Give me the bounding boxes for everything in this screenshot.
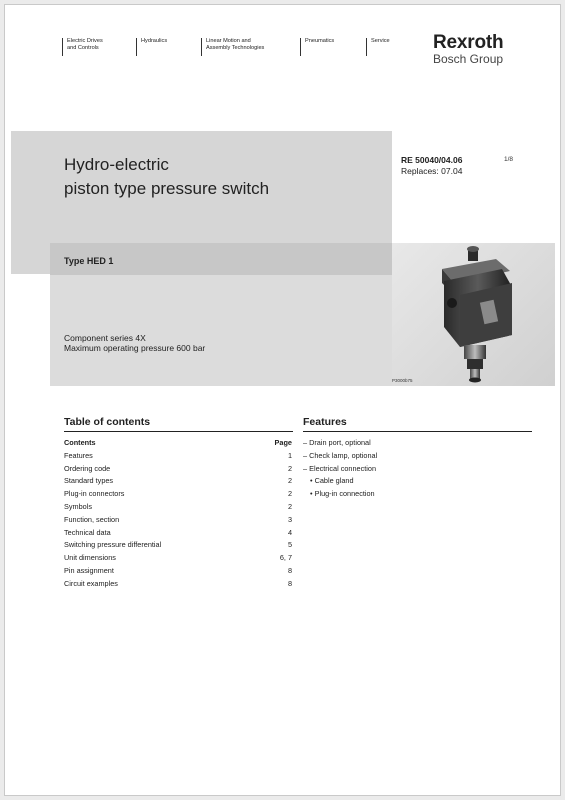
toc-page: 2: [287, 489, 292, 499]
toc-row[interactable]: [64, 539, 292, 552]
toc-page: 2: [287, 476, 292, 486]
toc-page: 8: [287, 565, 292, 575]
toc-heading: Table of contents: [64, 416, 151, 428]
feature-subitem: • Plug-in connection: [310, 489, 375, 499]
toc-header-row: [64, 437, 292, 450]
toc-page: 1: [287, 450, 292, 460]
nav-label-line1: Pneumatics: [305, 38, 335, 44]
nav-label-line1: Service: [371, 38, 390, 44]
toc-table: [64, 437, 292, 591]
features-heading: Features: [303, 416, 347, 428]
toc-page: 6, 7: [279, 553, 292, 563]
nav-hydraulics[interactable]: [136, 38, 167, 56]
nav-linear-motion[interactable]: [201, 38, 264, 56]
toc-label: Symbols: [64, 501, 92, 511]
page-title: [64, 153, 269, 201]
toc-page: 2: [287, 501, 292, 511]
brand-name: Rexroth: [433, 32, 504, 53]
document-reference: [401, 155, 462, 177]
toc-label: Circuit examples: [64, 578, 118, 588]
toc-page: 4: [287, 527, 292, 537]
toc-row[interactable]: [64, 514, 292, 527]
toc-page: 5: [287, 540, 292, 550]
toc-row[interactable]: [64, 463, 292, 476]
feature-item: – Electrical connection: [303, 463, 377, 473]
toc-page: 8: [287, 578, 292, 588]
toc-col-page: Page: [274, 438, 292, 447]
feature-item: – Check lamp, optional: [303, 450, 378, 460]
component-series: Component series 4X: [64, 333, 146, 343]
nav-label-line1: Linear Motion and: [206, 38, 251, 44]
brand-logo: [433, 33, 503, 66]
title-line-1: Hydro-electric: [64, 155, 169, 174]
feature-subitem: • Cable gland: [310, 476, 354, 486]
toc-label: Plug-in connectors: [64, 489, 125, 499]
toc-col-contents: Contents: [64, 438, 96, 447]
toc-label: Standard types: [64, 476, 114, 486]
toc-page: 3: [287, 514, 292, 524]
photo-id: P3000b75: [392, 378, 413, 383]
features-rule: [303, 431, 532, 432]
toc-page: 2: [287, 463, 292, 473]
feature-item: – Drain port, optional: [303, 438, 371, 447]
toc-row[interactable]: [64, 475, 292, 488]
nav-label-line1: Hydraulics: [141, 38, 168, 44]
nav-label-line1: Electric Drives: [67, 38, 103, 44]
replaces-text: Replaces: 07.04: [401, 166, 463, 176]
title-line-2: piston type pressure switch: [64, 179, 270, 198]
toc-row[interactable]: [64, 578, 292, 591]
document-number: RE 50040/04.06: [401, 155, 463, 165]
page-count: 1/8: [504, 156, 514, 163]
toc-row[interactable]: [64, 450, 292, 463]
toc-rule: [64, 431, 293, 432]
toc-row[interactable]: [64, 488, 292, 501]
product-photo: [392, 243, 555, 386]
document-page: [4, 4, 561, 796]
nav-service[interactable]: [366, 38, 390, 56]
max-pressure: Maximum operating pressure 600 bar: [64, 343, 206, 353]
toc-label: Function, section: [64, 514, 120, 524]
toc-row[interactable]: [64, 552, 292, 565]
component-info: [64, 333, 205, 353]
toc-label: Features: [64, 450, 93, 460]
toc-row[interactable]: [64, 527, 292, 540]
features-list: [303, 437, 533, 501]
toc-row[interactable]: [64, 501, 292, 514]
nav-electric-drives[interactable]: [62, 38, 103, 56]
toc-label: Technical data: [64, 527, 111, 537]
toc-label: Ordering code: [64, 463, 111, 473]
toc-label: Unit dimensions: [64, 553, 116, 563]
nav-pneumatics[interactable]: [300, 38, 334, 56]
type-label: Type HED 1: [64, 256, 114, 266]
component-band: [50, 275, 392, 386]
brand-subtitle: Bosch Group: [433, 52, 504, 66]
nav-label-line2: and Controls: [67, 44, 99, 51]
toc-row[interactable]: [64, 565, 292, 578]
toc-label: Pin assignment: [64, 565, 114, 575]
nav-label-line2: Assembly Technologies: [206, 44, 265, 51]
toc-label: Switching pressure differential: [64, 540, 162, 550]
